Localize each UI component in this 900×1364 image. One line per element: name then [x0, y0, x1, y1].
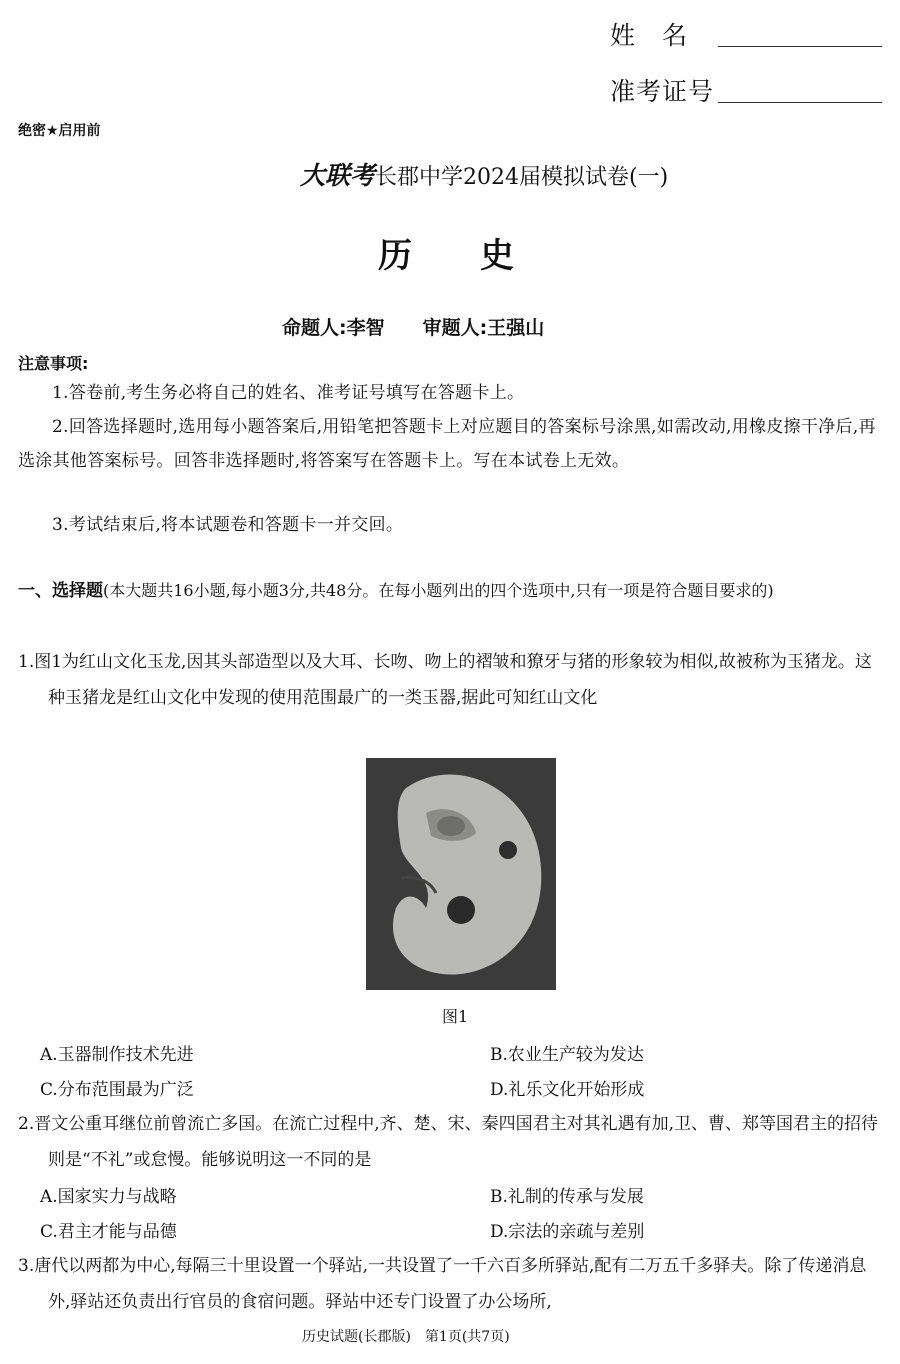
- notice-heading: 注意事项:: [18, 354, 89, 373]
- name-field[interactable]: [718, 45, 882, 47]
- q2-option-d: D.宗法的亲疏与差别: [490, 1222, 645, 1242]
- q2-option-c: C.君主才能与品德: [40, 1222, 177, 1242]
- notice-item-1: 1.答卷前,考生务必将自己的姓名、准考证号填写在答题卡上。: [52, 383, 525, 403]
- q1-option-b: B.农业生产较为发达: [490, 1045, 644, 1065]
- exam-id-field[interactable]: [718, 101, 882, 103]
- q1-option-c: C.分布范围最为广泛: [40, 1080, 194, 1100]
- question-1-stem: 1.图1为红山文化玉龙,因其头部造型以及大耳、长吻、吻上的褶皱和獠牙与猪的形象较为相似,故被称为玉猪龙。这种玉猪龙是红山文化中发现的使用范围最广的一类玉器,据此可知红山文化: [18, 652, 872, 708]
- question-3-stem: 3.唐代以两都为中心,每隔三十里设置一个驿站,一共设置了一千六百多所驿站,配有二万五千多驿夫。除了传递消息外,驿站还负责出行官员的食宿问题。驿站中还专门设置了办公场所,: [18, 1256, 867, 1312]
- section-desc: (本大题共16小题,每小题3分,共48分。在每小题列出的四个选项中,只有一项是符合题目要求的): [103, 581, 774, 600]
- exam-title-text: 长郡中学2024届模拟试卷(一): [375, 165, 669, 190]
- question-2-stem: 2.晋文公重耳继位前曾流亡多国。在流亡过程中,齐、楚、宋、秦四国君主对其礼遇有加,卫、曹、郑等国君主的招待则是“不礼”或怠慢。能够说明这一不同的是: [18, 1114, 879, 1170]
- brand-logo-text: 大联考: [300, 161, 376, 190]
- exam-id-label: 准考证号: [610, 77, 715, 106]
- notice-item-3: 3.考试结束后,将本试题卷和答题卡一并交回。: [52, 515, 404, 535]
- confidential-mark: 绝密★启用前: [18, 123, 101, 139]
- section-header: [18, 574, 882, 608]
- jade-dragon-picture: [366, 758, 556, 990]
- q2-option-b: B.礼制的传承与发展: [490, 1187, 644, 1207]
- name-label: 姓 名: [610, 21, 689, 50]
- section-title: 一、选择题: [18, 581, 103, 601]
- exam-title: [300, 156, 668, 192]
- page-footer: 历史试题(长郡版) 第1页(共7页): [302, 1329, 510, 1345]
- jade-pig-dragon-image: [366, 758, 556, 990]
- figure-1-caption: 图1: [442, 1007, 469, 1026]
- q1-option-d: D.礼乐文化开始形成: [490, 1080, 645, 1100]
- q1-option-a: A.玉器制作技术先进: [40, 1045, 194, 1065]
- subject-title: 历 史: [378, 236, 514, 276]
- setters-line: 命题人:李智 审题人:王强山: [282, 317, 545, 339]
- q2-option-a: A.国家实力与战略: [40, 1187, 177, 1207]
- notice-item-2: 2.回答选择题时,选用每小题答案后,用铅笔把答题卡上对应题目的答案标号涂黑,如需改动,用橡皮擦干净后,再选涂其他答案标号。回答非选择题时,将答案写在答题卡上。写在本试卷上无效。: [18, 417, 876, 471]
